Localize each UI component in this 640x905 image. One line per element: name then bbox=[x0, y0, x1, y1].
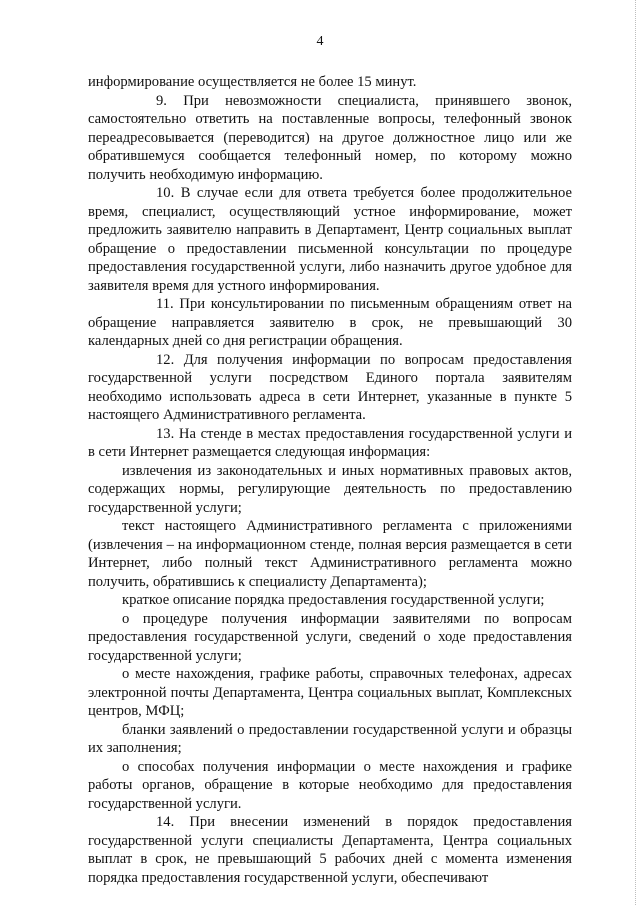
paragraph-intro bbox=[88, 73, 572, 92]
paragraph-11 bbox=[88, 295, 572, 351]
paragraph-number: 12. bbox=[156, 351, 175, 368]
paragraph-text: При внесении изменений в порядок предоставления государственной услуги специалисты Департамента, Центра социальных выплат в срок, не превышающий 5 рабочих дней с момента изменения порядка предоставления государственной услуги, обеспечивают bbox=[88, 814, 573, 886]
list-item-13g: о способах получения информации о месте нахождения и графике работы органов, обращение в которые необходимо для предоставления государственной услуги. bbox=[88, 758, 572, 812]
paragraph-text: В случае если для ответа требуется более продолжительное время, специалист, осуществляющий устное информирование, может предложить заявителю направить в Департамент, Центр социальных выплат обращение о предоставлении письменной консультации по процедуре предоставления государственной услуги, либо назначить другое удобное для заявителя время для устного информирования. bbox=[88, 185, 572, 294]
paragraph-text: информирование осуществляется не более 15 минут. bbox=[88, 74, 417, 90]
list-item-13c: краткое описание порядка предоставления государственной услуги; bbox=[122, 592, 545, 608]
list-item-13a: извлечения из законодательных и иных нормативных правовых актов, содержащих нормы, регулирующие деятельность по предоставлению государственной услуги; bbox=[88, 462, 572, 516]
paragraph-12 bbox=[88, 351, 572, 425]
list-item-13f: бланки заявлений о предоставлении государственной услуги и образцы их заполнения; bbox=[88, 721, 572, 756]
page-number: 4 bbox=[316, 34, 324, 49]
paragraph-number: 9. bbox=[156, 92, 167, 109]
paragraph-number: 13. bbox=[156, 425, 175, 442]
paragraph-text: На стенде в местах предоставления государственной услуги и в сети Интернет размещается следующая информация: bbox=[88, 425, 573, 460]
document-body bbox=[88, 73, 572, 887]
paragraph-number: 11. bbox=[156, 296, 174, 312]
paragraph-13 bbox=[88, 425, 572, 462]
paragraph-number: 14. bbox=[156, 814, 175, 830]
paragraph-10 bbox=[88, 184, 572, 295]
list-item-13d: о процедуре получения информации заявителями по вопросам предоставления государственной услуги, сведений о ходе предоставления государственной услуги; bbox=[88, 610, 572, 664]
paragraph-14 bbox=[88, 813, 572, 887]
page-edge-dotted-line bbox=[634, 0, 636, 905]
paragraph-text: При консультировании по письменным обращениям ответ на обращение направляется заявителю в срок, не превышающий 30 календарных дней со дня регистрации обращения. bbox=[88, 296, 572, 349]
list-item-13b: текст настоящего Административного регламента с приложениями (извлечения – на информационном стенде, полная версия размещается в сети Интернет, либо полный текст Административного регламента можно получить, обратившись к специалисту Департамента); bbox=[88, 518, 572, 590]
paragraph-9 bbox=[88, 92, 572, 185]
paragraph-text: Для получения информации по вопросам предоставления государственной услуги посредством Единого портала заявителям необходимо использовать адреса в сети Интернет, указанные в пункте 5 настоящего Административного регламента. bbox=[88, 351, 573, 423]
paragraph-number: 10. bbox=[156, 185, 175, 201]
list-item-13e: о месте нахождения, графике работы, справочных телефонах, адресах электронной почты Департамента, Центра социальных выплат, Комплексных центров, МФЦ; bbox=[88, 666, 572, 719]
paragraph-text: При невозможности специалиста, принявшего звонок, самостоятельно ответить на поставленные вопросы, телефонный звонок переадресовывается (переводится) на другое должностное лицо или же обратившемуся сообщается телефонный номер, по которому можно получить необходимую информацию. bbox=[88, 92, 572, 183]
